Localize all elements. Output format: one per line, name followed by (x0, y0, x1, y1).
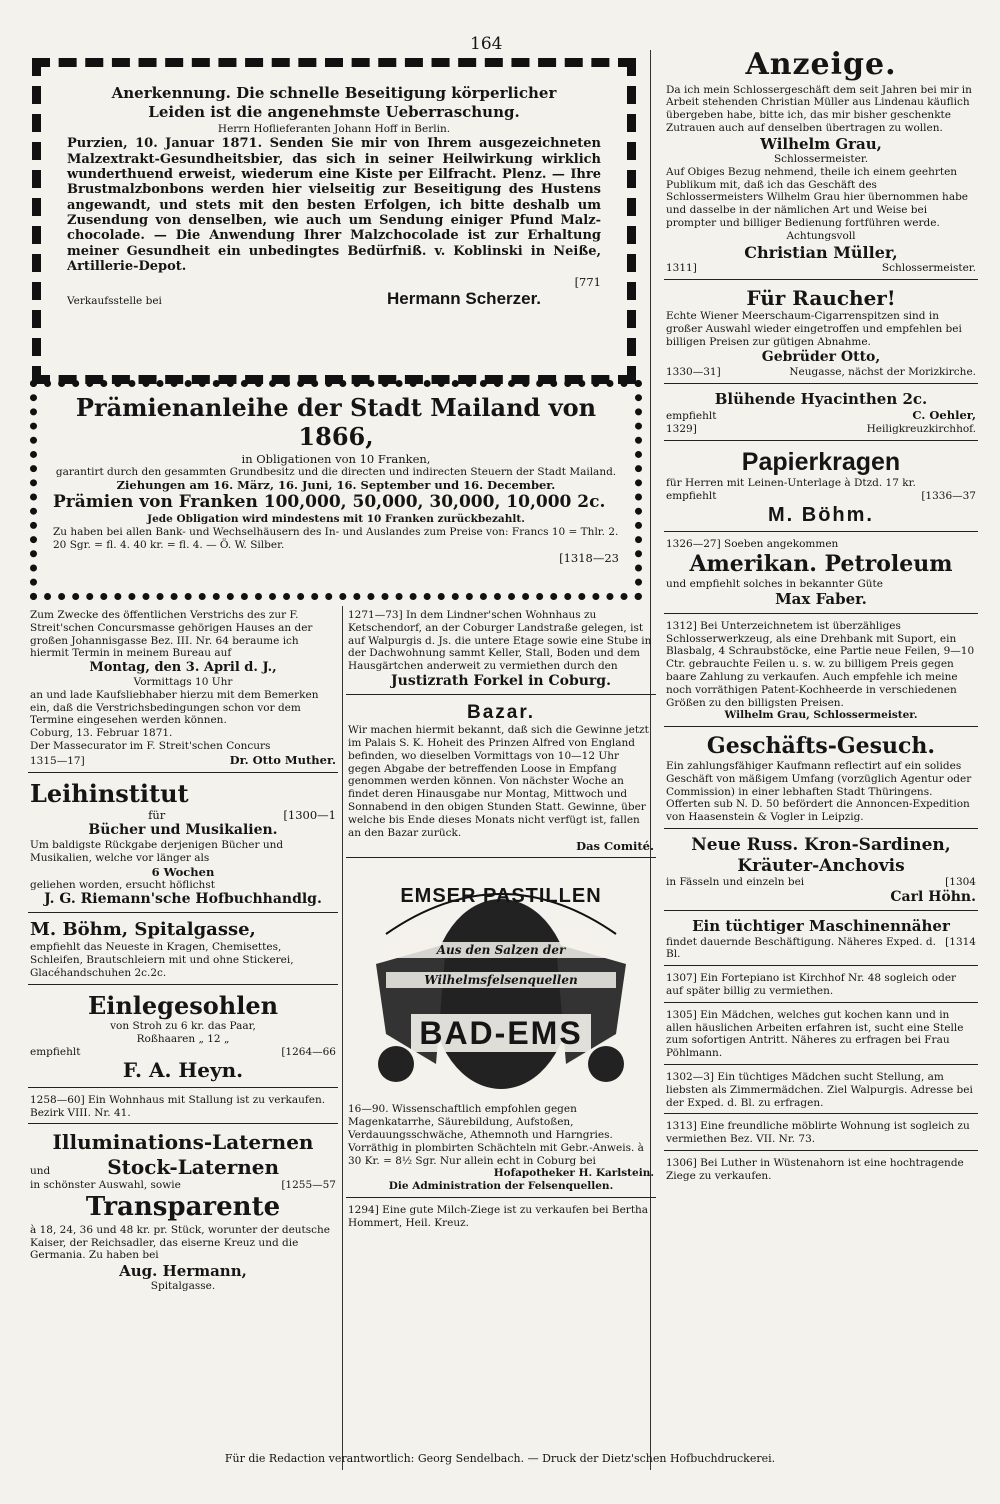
anerkennung-sale: Verkaufsstelle bei (67, 295, 162, 308)
sardinen-body: in Fässeln und einzeln bei (666, 876, 805, 889)
leih-title: Leihinstitut (30, 778, 189, 808)
anerkennung-seller: Hermann Scherzer. (386, 289, 541, 309)
verstrich-ref: 1315—17] (30, 754, 85, 767)
emblem-mid2: Wilhelmsfelsenquellen (424, 973, 578, 988)
sardinen-title: Neue Russ. Kron-Sardinen, (691, 834, 951, 855)
mailand-l5: Jede Obligation wird mindestens mit 10 Franken zurückbezahlt. (147, 513, 525, 526)
verstrich-role: Der Massecurator im F. Streit'schen Concurs (30, 740, 271, 753)
column-rule (342, 606, 343, 1470)
leih-sig: J. G. Riemann'sche Hofbuchhandlg. (44, 891, 322, 908)
leih-sub: Bücher und Musikalien. (88, 821, 278, 838)
ad-luther: 1306] Bei Luther in Wüstenahorn ist eine hochtragende Ziege zu verkaufen. (666, 1156, 964, 1182)
ad-geschaefts-gesuch (664, 730, 978, 829)
illum-l1: in schönster Auswahl, sowie (30, 1179, 181, 1192)
hyaz-emp: empfiehlt (666, 409, 717, 422)
einlege-l1: von Stroh zu 6 kr. das Paar, (110, 1020, 256, 1033)
ad-maschinennaeher (664, 914, 978, 966)
anzeige-role2: Schlossermeister. (881, 262, 976, 275)
petro-sig: Max Faber. (775, 590, 867, 609)
page-number: 164 (470, 34, 503, 54)
petro-ref: 1326—27] Soeben angekommen (666, 538, 839, 550)
ad-bazar (346, 698, 656, 858)
einlege-emp: empfiehlt (30, 1045, 81, 1058)
ad-leihinstitut (28, 776, 338, 914)
ad-papierkragen (664, 444, 978, 532)
emblem-mid1: Aus den Salzen der (436, 943, 566, 958)
ad-laternen (28, 1127, 338, 1297)
bazar-sig: Das Comité. (576, 839, 654, 854)
anerkennung-line3: Herrn Hoflieferanten Johann Hoff in Berlin. (217, 122, 451, 135)
leih-fur: für (148, 807, 166, 822)
kragen-body: für Herren mit Leinen-Unterlage à Dtzd. 17 kr. (666, 477, 916, 490)
hyaz-title: Blühende Hyacinthen 2c. (714, 389, 928, 408)
mailand-l6: Zu haben bei allen Bank- und Wechselhäusern des In- und Auslandes zum Preise von: Francs 10 = Thlr. 2. 20 Sgr. = fl. 4. 40 kr. = fl. 4. — Ö. W. Silber. (53, 525, 619, 551)
petro-title: Amerikan. Petroleum (689, 550, 953, 577)
ems-body: 16—90. Wissenschaftlich empfohlen gegen Magenkatarrhe, Säurebildung, Aufstoßen, Verdauungsschwäche, Athemnoth und Harngries. Vorräthig in plombirten Schächteln mit Gebr.-Anweis. à 30 Kr. = 8½ Sgr. Nur allein echt in Coburg bei (348, 1103, 644, 1167)
sardinen-sig: Carl Höhn. (890, 889, 976, 906)
mailand-l3: Ziehungen am 16. März, 16. Juni, 16. September und 16. December. (116, 478, 556, 493)
verstrich-body: an und lade Kaufsliebhaber hierzu mit dem Bemerken ein, daß die Verstrichsbedingungen schon vor dem Termine eingesehen werden können. (30, 688, 319, 727)
illum-title2: Stock-Laternen (107, 1154, 280, 1179)
naeher-body: findet dauernde Beschäftigung. Näheres Exped. d. Bl. (666, 935, 936, 961)
trans-body: à 18, 24, 36 und 48 kr. pr. Stück, worunter der deutsche Kaiser, der Reichsadler, das eiserne Kreuz und die Germania. Zu haben bei (30, 1223, 331, 1262)
bazar-body: Wir machen hiermit bekannt, daß sich die Gewinne jetzt im Palais S. K. Hoheit des Prinzen Alfred von England befinden, wo dieselben Vormittags von 10—12 Uhr gegen Abgabe der betreffenden Loose in Empfang genommen werden können. Von nächster Woche an findet deren Hinausgabe nur Montag, Mittwoch und Sonnabend in den obigen Stunden Statt. Gewinne, über welche bis Ende dieses Monats nicht verfügt ist, fallen an den Bazar zurück. (348, 724, 649, 839)
footer-line: Für die Redaction verantwortlich: Georg Sendelbach. — Druck der Dietz'schen Hofbuchdruckerei. (224, 1452, 776, 1465)
hyaz-ref: 1329] (666, 422, 697, 435)
raucher-addr: Neugasse, nächst der Morizkirche. (789, 365, 976, 378)
raucher-title: Für Raucher! (746, 285, 896, 310)
anerkennung-line1: Anerkennung. Die schnelle Beseitigung körperlicher (111, 84, 557, 102)
anzeige-sig1: Wilhelm Grau, (760, 134, 882, 153)
anzeige-ref: 1311] (666, 262, 697, 275)
leih-body: Um baldigste Rückgabe derjenigen Bücher und Musikalien, welche vor länger als (30, 838, 284, 864)
anzeige-sig2: Christian Müller, (744, 242, 898, 262)
illum-und: und (30, 1164, 51, 1177)
kragen-ref: [1336—37 (921, 489, 976, 502)
column-right (664, 44, 978, 1470)
ad-bohm (28, 916, 338, 984)
anzeige-body2: Auf Obiges Bezug nehmend, theile ich einem geehrten Publikum mit, daß ich das Geschäft des Schlossermeisters Wilhelm Grau hier übernommen habe und dasselbe in der nämlichen Art und Weise bei prompter und billiger Bedienung fortführen werde. (666, 165, 969, 230)
einlege-ref: [1264—66 (281, 1045, 336, 1058)
ad-petroleum (664, 535, 978, 614)
verstrich-date: Montag, den 3. April d. J., (89, 660, 277, 676)
petro-body: und empfiehlt solches in bekannter Güte (666, 577, 883, 590)
naeher-ref: [1314 (945, 935, 976, 948)
trans-title: Transparente (85, 1192, 281, 1223)
sardinen-ref: [1304 (945, 876, 976, 889)
anzeige-body: Da ich mein Schlossergeschäft dem seit Jahren bei mir in Arbeit stehenden Christian Müller aus Lindenau käuflich übergeben habe, bitte ich, das mir bisher geschenkte Zutrauen auch auf denselben übertragen zu wollen. (666, 83, 972, 134)
einlege-l2: Roßhaaren „ 12 „ (136, 1032, 230, 1045)
mailand-l4: Prämien von Franken 100,000, 50,000, 30,000, 10,000 2c. (53, 492, 606, 513)
lindner-sig: Justizrath Forkel in Coburg. (391, 672, 611, 689)
mailand-l2: garantirt durch den gesammten Grundbesitz und die directen und indirecten Steuern der Stadt Mailand. (55, 465, 617, 478)
schlosser-body: 1312] Bei Unterzeichnetem ist überzähliges Schlosserwerkzeug, als eine Drehbank mit Suport, ein Blasbalg, 4 Schraubstöcke, eine Partie neue Feilen, 9—10 Ctr. gebrauchte Feilen u. s. w. zu billigem Preis gegen baare Zahlung zu verkaufen. Auch empfehle ich meine noch vorräthigen Patent-Kochheerde in verschiedenen Größen zu den billigsten Preisen. (666, 619, 975, 709)
illum-title: Illuminations-Laternen (52, 1130, 314, 1155)
trans-sig: Aug. Hermann, (119, 1262, 247, 1281)
verstrich-intro: Zum Zwecke des öffentlichen Verstrichs des zur F. Streit'schen Concursmasse gehörigen Hauses an der großen Johannisgasse Bez. III. Nr. 64 beraume ich hiermit Termin in meinem Bureau auf (30, 609, 313, 660)
ems-sig2: Die Administration der Felsenquellen. (388, 1180, 614, 1193)
bazar-title: Bazar. (467, 702, 535, 724)
ad-lindner (346, 606, 656, 695)
ad-mailand (30, 380, 642, 600)
bohm-body: empfiehlt das Neueste in Kragen, Chemisettes, Schleifen, Brautschleiern mit und ohne Stickerei, Glacéhandschuhen 2c.2c. (30, 941, 294, 980)
ad-wohnhaus: 1258—60] Ein Wohnhaus mit Stallung ist zu verkaufen. Bezirk VIII. Nr. 41. (28, 1091, 338, 1125)
anzeige-role1: Schlossermeister. (773, 153, 869, 166)
leih-body2: geliehen worden, ersucht höflichst (30, 878, 215, 891)
anzeige-title: Anzeige. (745, 47, 897, 82)
verstrich-place: Coburg, 13. Februar 1871. (30, 727, 173, 740)
ad-wohnung: 1313] Eine freundliche möblirte Wohnung ist sogleich zu vermiethen Bez. VII. Nr. 73. (664, 1117, 978, 1151)
kragen-title: Papierkragen (741, 447, 901, 476)
sardinen-title2: Kräuter-Anchovis (737, 855, 905, 876)
anerkennung-line2: Leiden ist die angenehmste Ueberraschung. (148, 103, 520, 122)
illum-ref: [1255—57 (281, 1179, 336, 1192)
emblem-bottom: BAD-EMS (419, 1015, 583, 1052)
kragen-emp: empfiehlt (666, 489, 717, 502)
raucher-body: Echte Wiener Meerschaum-Cigarrenspitzen sind in großer Auswahl wieder eingetroffen und empfehlen bei billigen Preisen zur gütigen Abnahme. (666, 310, 962, 348)
hyaz-sig: C. Oehler, (912, 407, 976, 422)
anerkennung-body: Purzien, 10. Januar 1871. Senden Sie mir von Ihrem ausgezeichneten Malzextrakt-Gesundheitsbier, das sich in seiner Heilwirkung wirklich wunderthuend erweist, wiederum eine Kiste per Eilfracht. Plenz. — Ihre Brustmalzbonbons werden hier vielseitig zur Beseitigung des Hustens angewandt, und stets mit den besten Erfolgen, ich bitte deshalb um Zusendung von denselben, wie auch um Sendung einiger Pfund Malz-chocolade. — Die Anwendung Ihrer Malzchocolade ist zur Erhaltung meiner Gesundheit ein unbedingtes Bedürfniß. v. Koblinski in Neiße, Artillerie-Depot. (67, 136, 601, 275)
einlege-title: Einlegesohlen (87, 990, 279, 1020)
gesuch-title: Geschäfts-Gesuch. (706, 733, 936, 760)
gesuch-body: Ein zahlungsfähiger Kaufmann reflectirt auf ein solides Geschäft von mäßigem Umfang (vorzüglich Agentur oder Commission) in einer lebhaften Stadt Thüringens. Offerten sub N. D. 50 befördert die Annoncen-Expedition von Haasenstein & Vogler in Leipzig. (666, 759, 972, 824)
ad-ziege: 1294] Eine gute Milch-Ziege ist zu verkaufen bei Bertha Hommert, Heil. Kreuz. (348, 1204, 649, 1229)
schlosser-sig: Wilhelm Grau, Schlossermeister. (724, 709, 918, 722)
ems-sig1: Hofapotheker H. Karlstein. (493, 1167, 654, 1180)
naeher-title: Ein tüchtiger Maschinennäher (692, 917, 950, 936)
mailand-ref: [1318—23 (559, 551, 619, 566)
ad-anzeige (664, 44, 978, 280)
ad-raucher (664, 283, 978, 384)
verstrich-time: Vormittags 10 Uhr (133, 676, 233, 689)
ad-ems (346, 1100, 656, 1198)
column-left (28, 606, 338, 1470)
ad-sardinen (664, 832, 978, 911)
verstrich-sig: Dr. Otto Muther. (229, 752, 336, 767)
leih-weeks: 6 Wochen (151, 864, 215, 879)
ad-maedchen-1: 1305] Ein Mädchen, welches gut kochen kann und in allen häuslichen Arbeiten erfahren ist, sucht eine Stelle zum sofortigen Antritt. Näheres zu erfragen bei Frau Pöhlmann. (664, 1006, 978, 1065)
ad-anerkennung (32, 58, 636, 384)
ad-verstrich (28, 606, 338, 773)
ad-schlosserwerkzeug (664, 617, 978, 727)
ems-emblem (356, 864, 646, 1096)
trans-place: Spitalgasse. (150, 1280, 216, 1293)
emblem-top: EMSER PASTILLEN (400, 885, 602, 908)
column-middle (346, 606, 656, 1470)
lindner-body: 1271—73] In dem Lindner'schen Wohnhaus zu Ketschendorf, an der Coburger Landstraße gelegen, ist auf Walpurgis d. Js. die untere Etage sowie eine Stube in der Dachwohnung sammt Keller, Stall, Boden und dem Hausgärtchen anderweit zu vermiethen durch den (348, 609, 652, 673)
leih-ref: [1300—1 (283, 807, 336, 822)
ad-hyacinthen (664, 387, 978, 441)
mailand-title: Prämienanleihe der Stadt Mailand von 1866, (75, 393, 597, 452)
anzeige-regards: Achtungsvoll (786, 229, 856, 242)
raucher-ref: 1330—31] (666, 365, 721, 378)
mailand-l1: in Obligationen von 10 Franken, (241, 451, 431, 466)
ad-maedchen-2: 1302—3] Ein tüchtiges Mädchen sucht Stellung, am liebsten als Zimmermädchen. Ziel Walpurgis. Adresse bei der Exped. d. Bl. zu erfragen. (664, 1068, 978, 1114)
raucher-sig: Gebrüder Otto, (761, 348, 881, 365)
hyaz-addr: Heiligkreuzkirchhof. (866, 422, 976, 435)
newspaper-page (28, 30, 978, 1470)
ad-einlegesohlen (28, 988, 338, 1088)
ad-fortepiano: 1307] Ein Fortepiano ist Kirchhof Nr. 48 sogleich oder auf später billig zu vermiethen. (664, 969, 978, 1003)
einlege-sig: F. A. Heyn. (122, 1058, 244, 1083)
kragen-sig: M. Böhm. (768, 503, 874, 526)
anerkennung-ref: [771 (574, 275, 601, 290)
bohm-title: M. Böhm, Spitalgasse, (30, 919, 256, 941)
